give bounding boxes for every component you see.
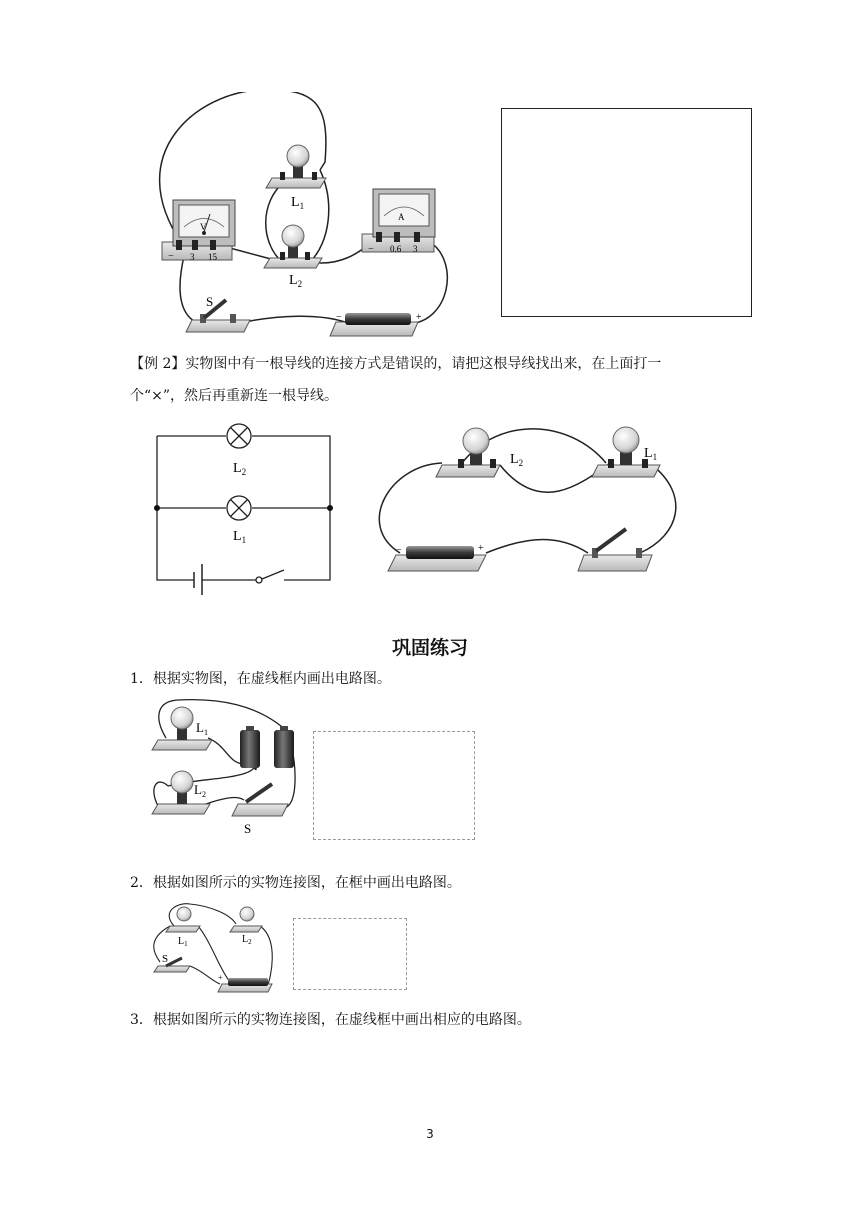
example-2-line-2: 个“×”，然后再重新连一根导线。	[130, 388, 339, 404]
battery	[330, 312, 422, 336]
svg-text:−: −	[168, 251, 174, 262]
svg-text:3: 3	[190, 252, 195, 262]
example-2-schematic	[150, 420, 340, 595]
L1-label: $L_1$	[291, 195, 305, 211]
page-number: 3	[426, 1127, 434, 1141]
switch-S	[186, 294, 250, 332]
section-title: 巩固练习	[391, 637, 468, 659]
ex2-bulb-L1	[166, 907, 200, 948]
svg-text:−: −	[336, 312, 342, 323]
bulb-left	[436, 428, 523, 477]
answer-box-ex1[interactable]	[313, 731, 475, 840]
exercise-2-text: 2．根据如图所示的实物连接图，在框中画出电路图。	[130, 875, 461, 891]
exercise-1-text: 1．根据实物图，在虚线框内画出电路图。	[130, 671, 391, 687]
svg-text:3: 3	[413, 244, 418, 254]
S-label: S	[206, 294, 214, 309]
exercise-1-circuit-photo	[148, 696, 298, 838]
svg-text:L2: $L_2$	[242, 934, 252, 946]
answer-box-1[interactable]	[501, 108, 752, 317]
svg-text:15: 15	[208, 252, 217, 262]
ex2-switch-S	[154, 953, 190, 972]
voltmeter-label: V	[200, 222, 207, 232]
bulb-right	[592, 427, 660, 477]
exercise-3-text: 3．根据如图所示的实物连接图，在虚线框中画出相应的电路图。	[130, 1012, 531, 1028]
ex1-bulb-L2	[152, 771, 210, 814]
example-2-circuit-photo	[370, 425, 700, 580]
ammeter	[362, 189, 435, 255]
svg-text:L2: $L_2$	[510, 452, 524, 468]
example-2-line-1: 【例 2】实物图中有一根导线的连接方式是错误的，请把这根导线找出来，在上面打一	[130, 356, 662, 372]
voltmeter	[162, 200, 235, 262]
schematic-L2-label: $L_2$	[233, 461, 247, 477]
svg-text:L1: $L_1$	[196, 720, 208, 737]
svg-text:−: −	[368, 244, 374, 255]
svg-text:L1: $L_1$	[644, 446, 658, 462]
svg-text:0.6: 0.6	[390, 244, 402, 254]
svg-text:+: +	[416, 312, 422, 323]
battery-2	[388, 543, 486, 571]
exercise-2-circuit-photo	[150, 900, 280, 996]
ex1-cells	[240, 726, 294, 768]
L2-label: $L_2$	[289, 273, 303, 289]
svg-text:L2: $L_2$	[194, 782, 206, 799]
svg-text:+: +	[218, 973, 223, 982]
svg-text:+: +	[478, 543, 484, 554]
svg-text:L1: $L_1$	[178, 936, 188, 948]
ex1-switch-S	[232, 784, 288, 836]
schematic-L1-label: $L_1$	[233, 529, 247, 545]
ammeter-label: A	[398, 212, 405, 222]
figure-1-circuit-photo	[140, 92, 460, 342]
switch-2	[578, 529, 652, 571]
svg-text:S: S	[162, 953, 169, 965]
svg-text:−: −	[396, 545, 402, 556]
bulb-L1	[266, 145, 326, 211]
bulb-L2	[264, 225, 322, 289]
answer-box-ex2[interactable]	[293, 918, 407, 990]
svg-text:S: S	[244, 821, 252, 836]
ex2-bulb-L2	[230, 907, 262, 946]
